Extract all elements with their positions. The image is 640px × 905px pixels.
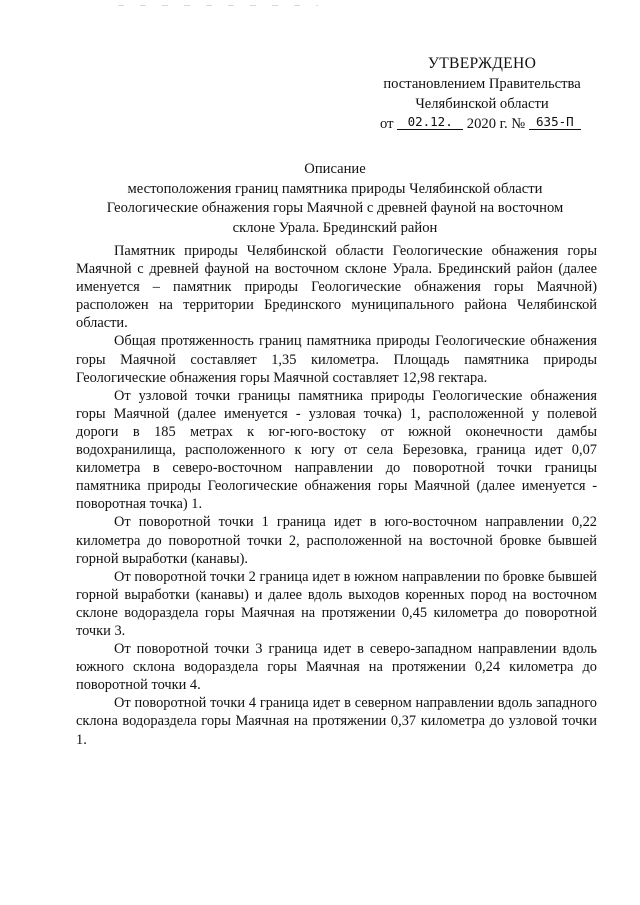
heading-line-1: местоположения границ памятника природы Челябинской области (127, 180, 543, 197)
heading-line-2: Геологические обнажения горы Маячной с древней фауной на восточном (106, 200, 564, 216)
date-field: 02.12. (397, 115, 463, 130)
document-body (76, 242, 597, 749)
approval-date-line (380, 114, 592, 134)
paragraph: От поворотной точки 2 граница идет в южном направлении по бровке бывшей горной выработки (канавы) и далее вдоль выходов коренных пород на восточном склоне водораздела горы Маячная на протяжении 0,45 километра до поворотной точки 3. (76, 568, 597, 639)
approval-line-2: Челябинской области (415, 96, 549, 112)
approval-stamp (372, 54, 592, 134)
paragraph: От поворотной точки 3 граница идет в северо-западном направлении вдоль южного склона водораздела горы Маячная на протяжении 0,24 километра до поворотной точки 4. (76, 641, 597, 694)
approval-line-1: постановлением Правительства (383, 76, 581, 92)
paragraph: От поворотной точки 4 граница идет в северном направлении вдоль западного склона водораздела горы Маячная на протяжении 0,37 километра до узловой точки 1. (76, 695, 597, 748)
heading-caption: Описание (304, 161, 366, 177)
document-heading (70, 160, 600, 238)
scan-artifact (118, 5, 318, 6)
from-label: от (380, 116, 394, 132)
year-number-label: 2020 г. № (466, 116, 526, 132)
paragraph: От поворотной точки 1 граница идет в юго-восточном направлении 0,22 километра до поворотной точки 2, расположенной на восточной бровке бывшей горной выработки (канавы). (76, 514, 597, 567)
paragraph: От узловой точки границы памятника природы Геологические обнажения горы Маячной (далее именуется - узловая точка) 1, расположенной у полевой дороги в 185 метрах к юг-юго-востоку от южной оконечности дамбы водохранилища, расположенного к югу от села Березовка, граница идет 0,07 километра в северо-восточном направлении до поворотной точки границы памятника природы Геологические обнажения горы Маячной (далее именуется - поворотная точка) 1. (76, 387, 597, 513)
number-field: 635-П (529, 115, 581, 130)
approval-title: УТВЕРЖДЕНО (427, 55, 537, 72)
paragraph: Общая протяженность границ памятника природы Геологические обнажения горы Маячной составляет 1,35 километра. Площадь памятника природы Геологические обнажения горы Маячной составляет 12,98 гектара. (76, 333, 597, 386)
heading-line-3: склоне Урала. Брединский район (232, 219, 438, 236)
paragraph: Памятник природы Челябинской области Геологические обнажения горы Маячной с древней фауной на восточном склоне Урала. Брединский район (далее именуется – памятник природы Геологические обнажения горы Маячной) расположен на территории Брединского муниципального района Челябинской области. (76, 243, 597, 332)
